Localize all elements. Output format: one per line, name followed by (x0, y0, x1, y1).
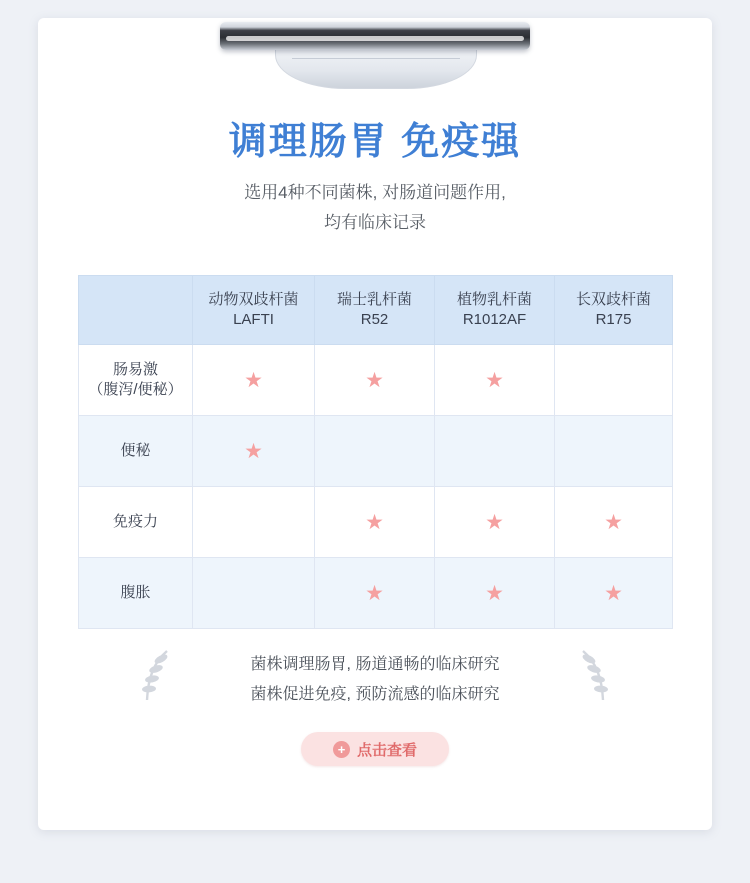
table-row (79, 558, 673, 629)
table-row (79, 487, 673, 558)
star-icon: ★ (365, 368, 384, 392)
star-icon: ★ (244, 439, 263, 463)
cell-r3-c1 (193, 487, 315, 558)
cell-r1-c4 (555, 345, 673, 416)
column-header-strain-3 (435, 276, 555, 345)
row-label-1-line2: （腹泻/便秘） (88, 381, 183, 398)
star-icon: ★ (244, 368, 263, 392)
table-body (79, 345, 673, 629)
table-corner-cell (79, 276, 193, 345)
cell-r4-c1 (193, 558, 315, 629)
star-icon: ★ (604, 510, 623, 534)
star-icon: ★ (485, 581, 504, 605)
column-header-strain-1 (193, 276, 315, 345)
column-header-strain-2 (315, 276, 435, 345)
column-header-4-name: 长双歧杆菌 (575, 291, 651, 308)
cell-r3-c4 (555, 487, 673, 558)
column-header-1-name: 动物双歧杆菌 (208, 291, 299, 308)
table-row (79, 416, 673, 487)
column-header-4-code: R175 (595, 311, 632, 328)
footnote-line-2: 菌株促进免疫, 预防流感的临床研究 (250, 686, 500, 703)
row-label-1-line1: 肠易激 (112, 361, 158, 378)
column-header-2-code: R52 (360, 311, 389, 328)
star-icon: ★ (365, 581, 384, 605)
cell-r4-c3 (435, 558, 555, 629)
footnote (0, 650, 750, 710)
row-label-4: 腹胀 (79, 558, 193, 629)
column-header-2-name: 瑞士乳杆菌 (336, 291, 412, 308)
subtitle-line-2: 均有临床记录 (324, 213, 426, 232)
column-header-3-code: R1012AF (462, 311, 527, 328)
star-icon: ★ (485, 368, 504, 392)
cell-r2-c1 (193, 416, 315, 487)
column-header-3-name: 植物乳杆菌 (456, 291, 532, 308)
cell-r2-c2 (315, 416, 435, 487)
cell-r1-c1 (193, 345, 315, 416)
plus-icon: + (333, 741, 350, 758)
cell-r1-c2 (315, 345, 435, 416)
table-row (79, 345, 673, 416)
page-subtitle (0, 178, 750, 238)
cell-r2-c4 (555, 416, 673, 487)
cell-r4-c4 (555, 558, 673, 629)
cell-r3-c2 (315, 487, 435, 558)
row-label-3: 免疫力 (79, 487, 193, 558)
star-icon: ★ (604, 581, 623, 605)
star-icon: ★ (365, 510, 384, 534)
footnote-line-1: 菌株调理肠胃, 肠道通畅的临床研究 (250, 656, 500, 673)
subtitle-line-1: 选用4种不同菌株, 对肠道问题作用, (244, 183, 506, 202)
column-header-strain-4 (555, 276, 673, 345)
star-icon: ★ (485, 510, 504, 534)
table-header (79, 276, 673, 345)
cell-r1-c3 (435, 345, 555, 416)
view-details-label: 点击查看 (356, 741, 417, 759)
row-label-1 (79, 345, 193, 416)
strain-benefit-table-wrapper (78, 275, 672, 629)
cell-r4-c2 (315, 558, 435, 629)
table-header-row (79, 276, 673, 345)
view-details-button[interactable] (301, 732, 449, 766)
cell-r2-c3 (435, 416, 555, 487)
cell-r3-c3 (435, 487, 555, 558)
row-label-2: 便秘 (79, 416, 193, 487)
page-title: 调理肠胃 免疫强 (228, 121, 522, 163)
column-header-1-code: LAFTI (233, 311, 274, 328)
strain-benefit-table (78, 275, 673, 629)
